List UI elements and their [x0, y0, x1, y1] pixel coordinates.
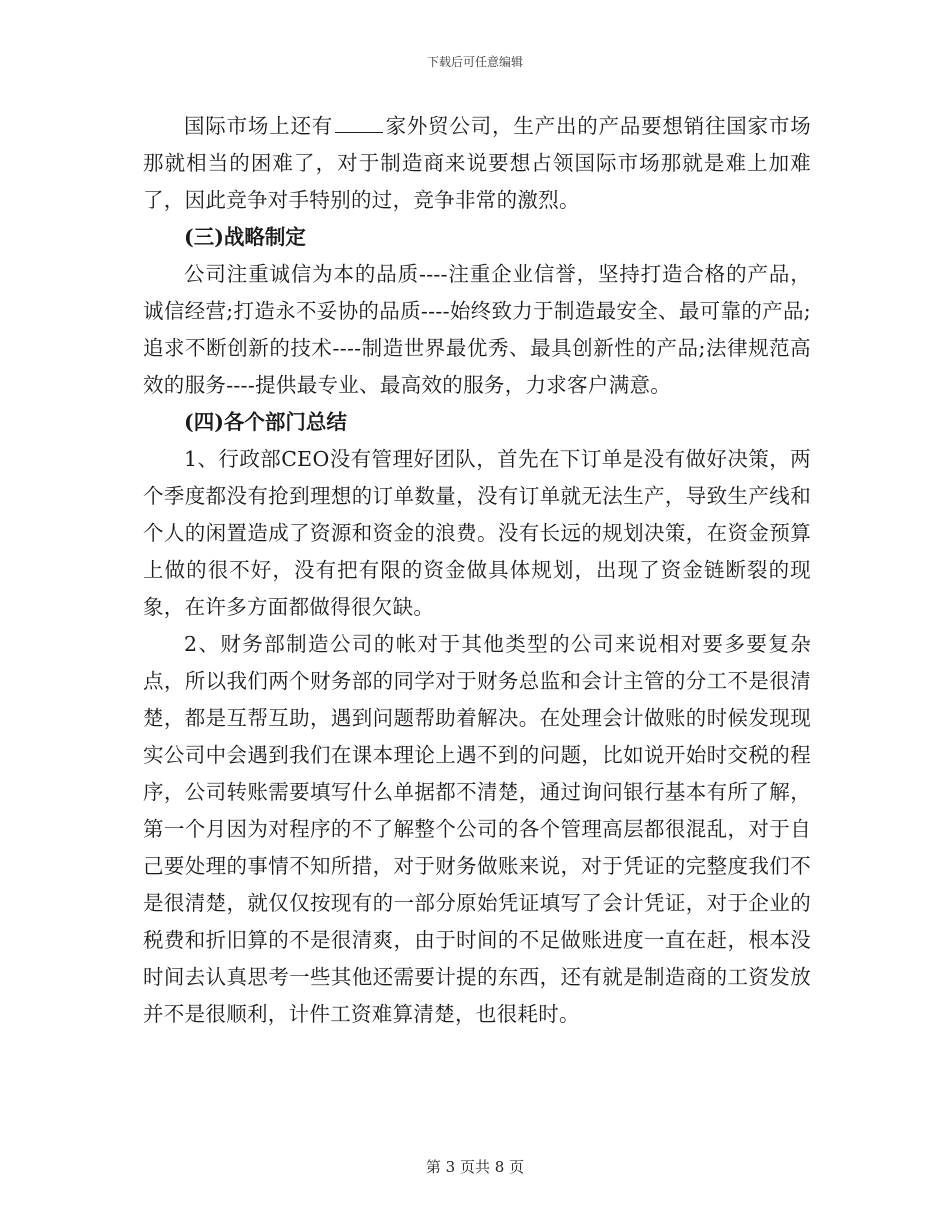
- paragraph-competition-rest: 家外贸公司，生产出的产品要想销往国家市场那就相当的困难了，对于制造商来说要想占领国际市场那就是难上加难了，因此竞争对手特别的过，竞争非常的激烈。: [143, 114, 811, 212]
- paragraph-admin-department: 1、行政部CEO没有管理好团队，首先在下订单是没有做好决策，两个季度都没有抢到理想的订单数量，没有订单就无法生产，导致生产线和个人的闲置造成了资源和资金的浪费。没有长远的规划决策，在资金预算上做的很不好，没有把有限的资金做具体规划，出现了资金链断裂的现象，在许多方面都做得很欠缺。: [143, 447, 811, 619]
- document-body: [143, 108, 811, 1033]
- fill-in-blank: [335, 112, 383, 133]
- paragraph-competition-start: 国际市场上还有: [184, 114, 334, 138]
- section-heading-department-summary: (四)各个部门总结: [184, 410, 347, 434]
- page-header: 下载后可任意编辑: [426, 55, 523, 69]
- paragraph-finance-department: 2、财务部制造公司的帐对于其他类型的公司来说相对要多要复杂点，所以我们两个财务部的同学对于财务总监和会计主管的分工不是很清楚，都是互帮互助，遇到问题帮助着解决。在处理会计做账的时候发现现实公司中会遇到我们在课本理论上遇不到的问题，比如说开始时交税的程序，公司转账需要填写什么单据都不清楚，通过询问银行基本有所了解，第一个月因为对程序的不了解整个公司的各个管理高层都很混乱，对于自己要处理的事情不知所措，对于财务做账来说，对于凭证的完整度我们不是很清楚，就仅仅按现有的一部分原始凭证填写了会计凭证，对于企业的税费和折旧算的不是很清爽，由于时间的不足做账进度一直在赶，根本没时间去认真思考一些其他还需要计提的东西，还有就是制造商的工资发放并不是很顺利，计件工资难算清楚，也很耗时。: [143, 632, 811, 1026]
- page-number: 第 3 页共 8 页: [425, 1158, 525, 1176]
- paragraph-strategy: 公司注重诚信为本的品质----注重企业信誉，坚持打造合格的产品，诚信经营;打造永不妥协的品质----始终致力于制造最安全、最可靠的产品;追求不断创新的技术----制造世界最优秀、最具创新性的产品;法律规范高效的服务----提供最专业、最高效的服务，力求客户满意。: [143, 262, 811, 397]
- paragraph-competition: [143, 108, 811, 219]
- section-heading-strategy: (三)战略制定: [184, 225, 306, 249]
